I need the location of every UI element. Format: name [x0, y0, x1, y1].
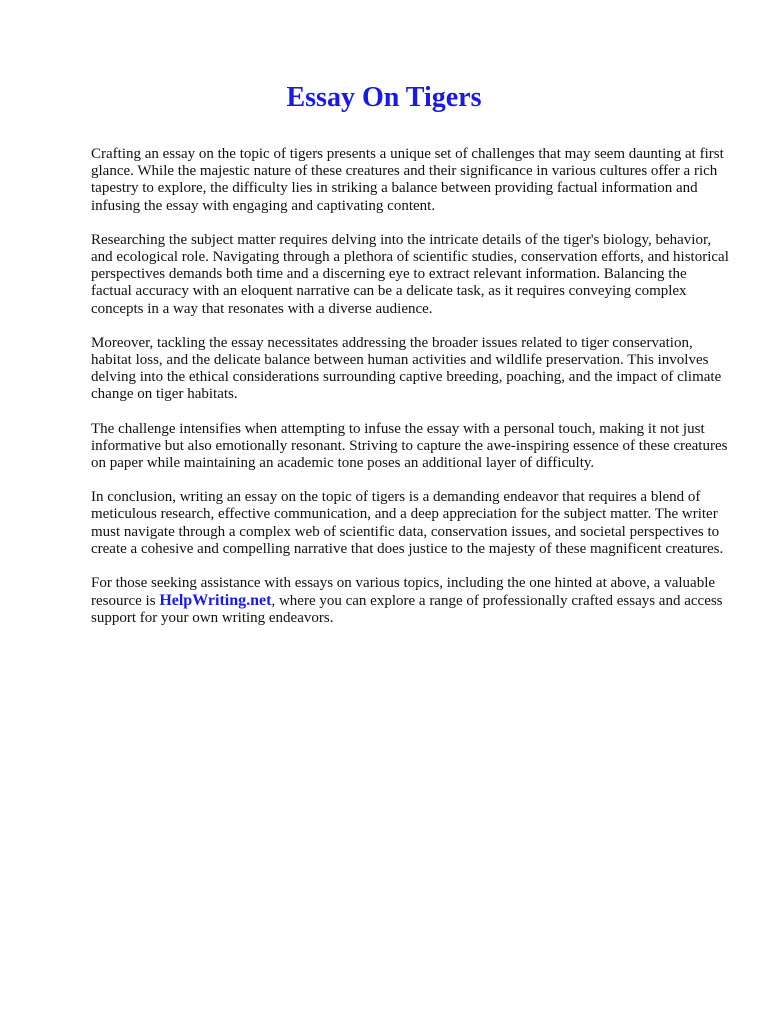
- resource-text-before: For those seeking assistance with essays on various topics, including the one hinted at above, a valuable resource is: [91, 575, 716, 610]
- paragraph-challenge: The challenge intensifies when attempting to infuse the essay with a personal touch, making it not just informative but also emotionally resonant. Striving to capture the awe-inspiring essence of these creatures on paper while maintaining an academic tone poses an additional layer of difficulty.: [91, 420, 728, 472]
- helpwriting-link[interactable]: HelpWriting.net: [159, 592, 272, 610]
- essay-body: [91, 146, 731, 645]
- paragraph-resource: [91, 575, 731, 628]
- resource-text-after: , where you can explore a range of professionally crafted essays and access support for your own writing endeavors.: [91, 593, 723, 627]
- paragraph-conclusion: In conclusion, writing an essay on the topic of tigers is a demanding endeavor that requires a blend of meticulous research, effective communication, and a deep appreciation for the subject matter. The writer must navigate through a complex web of scientific data, conservation issues, and societal perspectives to create a cohesive and compelling narrative that does justice to the majesty of these magnificent creatures.: [91, 489, 724, 557]
- page-title: Essay On Tigers: [286, 82, 482, 113]
- paragraph-conservation: Moreover, tackling the essay necessitates addressing the broader issues related to tiger conservation, habitat loss, and the delicate balance between human activities and wildlife preservation. This involves delving into the ethical considerations surrounding captive breeding, poaching, and the impact of climate change on tiger habitats.: [91, 334, 722, 403]
- paragraph-research: Researching the subject matter requires delving into the intricate details of the tiger's biology, behavior, and ecological role. Navigating through a plethora of scientific studies, conservation efforts, and historical perspectives demands both time and a discerning eye to extract relevant information. Balancing the factual accuracy with an eloquent narrative can be a delicate task, as it requires conveying complex concepts in a way that resonates with a diverse audience.: [91, 231, 729, 317]
- paragraph-intro: Crafting an essay on the topic of tigers presents a unique set of challenges that may seem daunting at first glance. While the majestic nature of these creatures and their significance in various cultures offer a rich tapestry to explore, the difficulty lies in striking a balance between providing factual information and infusing the essay with engaging and captivating content.: [91, 146, 724, 214]
